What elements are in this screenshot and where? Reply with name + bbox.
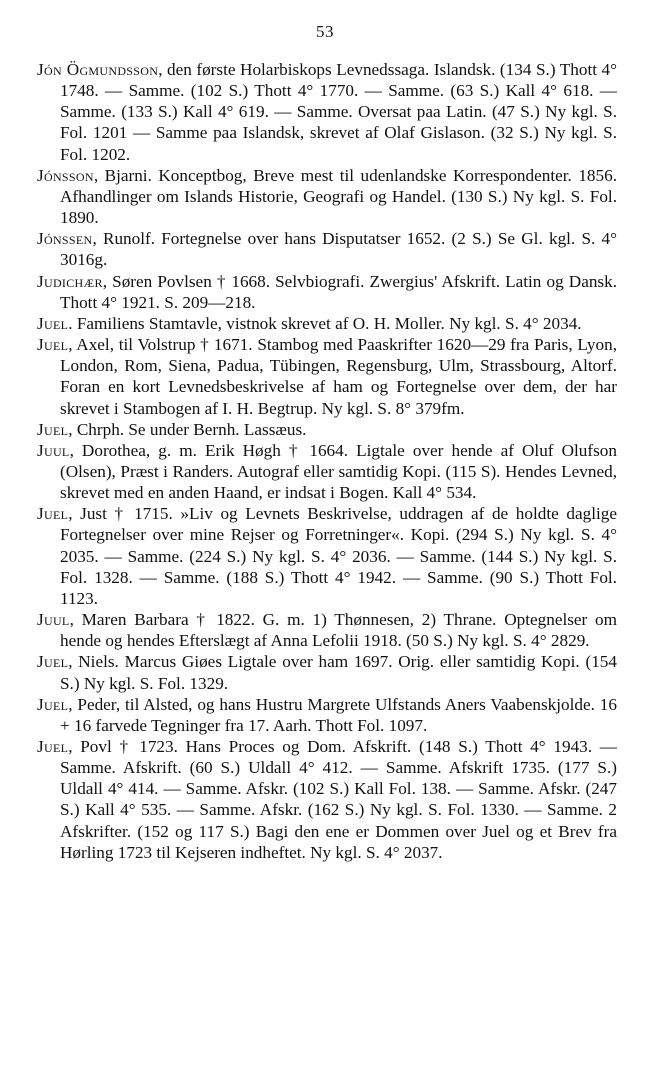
catalog-entry — [37, 334, 617, 419]
catalog-entry — [37, 651, 617, 693]
entry-heading: Juel — [37, 504, 69, 524]
entry-text: , Chrph. Se under Bernh. Lassæus. — [68, 419, 307, 439]
catalog-entry — [37, 271, 617, 313]
entry-text: , Just † 1715. »Liv og Levnets Beskrivelse, uddragen af de holdte daglige Fortegnelser over mine Rejser og Forretninger«. Kopi. (294 S.) Ny kgl. S. 4° 2035. — Samme. (224 S.) Ny kgl. S. 4° 2036. — Samme. (144 S.) Ny kgl. S. Fol. 1328. — Samme. (188 S.) Thott 4° 1942. — Samme. (90 S.) Thott Fol. 1123. — [60, 504, 617, 608]
catalog-entry — [37, 503, 617, 609]
catalog-entry — [37, 736, 617, 863]
entry-heading: Juel — [37, 652, 69, 672]
entry-heading: Judichær — [37, 271, 103, 291]
entry-text: , Dorothea, g. m. Erik Høgh † 1664. Ligtale over hende af Oluf Olufson (Olsen), Præst i Randers. Autograf eller samtidig Kopi. (115 S). Hendes Levned, skrevet med en anden Haand, er indsat i Bogen. Kall 4° 534. — [60, 440, 617, 503]
entry-text: , Axel, til Volstrup † 1671. Stambog med Paaskrifter 1620—29 fra Paris, Lyon, London, Rom, Siena, Padua, Tübingen, Regensburg, Ulm, Strassbourg, Altorf. Foran en kort Levnedsbeskrivelse af ham og Fortegnelse over dem, der har skrevet i Stambogen af I. H. Begtrup. Ny kgl. S. 8° 379fm. — [60, 335, 617, 418]
catalog-entry — [37, 440, 617, 503]
entry-heading: Juul — [37, 440, 70, 460]
entry-text: , Povl † 1723. Hans Proces og Dom. Afskrift. (148 S.) Thott 4° 1943. — Samme. Afskrift. (60 S.) Uldall 4° 412. — Samme. Afskrift 1735. (177 S.) Uldall 4° 414. — Samme. Afskr. (102 S.) Kall Fol. 138. — Samme. Afskr. (247 S.) Kall 4° 535. — Samme. Afskr. (162 S.) Ny kgl. S. Fol. 1330. — Samme. 2 Afskrifter. (152 og 117 S.) Bagi den ene er Dommen over Juel og et Brev fra Hørling 1723 til Kejseren indheftet. Ny kgl. S. 4° 2037. — [60, 737, 617, 862]
catalog-entry — [37, 165, 617, 228]
entry-heading: Jónssen — [37, 229, 93, 249]
entry-text: , Bjarni. Konceptbog, Breve mest til udenlandske Korrespondenter. 1856. Afhandlinger om Islands Historie, Geografi og Handel. (130 S.) Ny kgl. S. Fol. 1890. — [60, 165, 617, 228]
entry-heading: Juel — [37, 419, 69, 439]
entry-text: , den første Holarbiskops Levnedssaga. Islandsk. (134 S.) Thott 4° 1748. — Samme. (102 S.) Thott 4° 1770. — Samme. (63 S.) Kall 4° 618. — Samme. (133 S.) Kall 4° 619. — Samme. Oversat paa Latin. (47 S.) Ny kgl. S. Fol. 1201 — Samme paa Islandsk, skrevet af Olaf Gislason. (32 S.) Ny kgl. S. Fol. 1202. — [60, 60, 617, 164]
entry-heading: Juel — [37, 313, 69, 333]
entry-heading: Juel — [37, 737, 69, 756]
entry-heading: Juel — [37, 694, 69, 714]
entry-text: , Runolf. Fortegnelse over hans Disputatser 1652. (2 S.) Se Gl. kgl. S. 4° 3016g. — [60, 229, 617, 270]
catalog-entry — [37, 228, 617, 270]
catalog-entry — [37, 313, 617, 334]
entry-text: , Niels. Marcus Giøes Ligtale over ham 1697. Orig. eller samtidig Kopi. (154 S.) Ny kgl. S. Fol. 1329. — [60, 652, 617, 693]
entry-heading: Jón Ögmundsson — [37, 60, 159, 79]
catalog-entry — [37, 694, 617, 736]
entry-text: , Peder, til Alsted, og hans Hustru Margrete Ulfstands Aners Vaabenskjolde. 16 + 16 farvede Tegninger fra 17. Aarh. Thott Fol. 1097. — [60, 694, 617, 735]
entry-text: , Søren Povlsen † 1668. Selvbiografi. Zwergius' Afskrift. Latin og Dansk. Thott 4° 1921. S. 209—218. — [60, 271, 617, 312]
entry-text: . Familiens Stamtavle, vistnok skrevet af O. H. Moller. Ny kgl. S. 4° 2034. — [68, 313, 582, 333]
entry-text: , Maren Barbara † 1822. G. m. 1) Thønnesen, 2) Thrane. Optegnelser om hende og hendes Efterslægt af Anna Lefolii 1918. (50 S.) Ny kgl. S. 4° 2829. — [60, 610, 617, 651]
catalog-entry — [37, 609, 617, 651]
catalog-entry — [37, 419, 617, 440]
entry-heading: Juel — [37, 335, 69, 355]
catalog-entry — [37, 59, 617, 165]
entry-heading: Juul — [37, 610, 70, 630]
page-number: 53 — [316, 22, 334, 41]
entry-heading: Jónsson — [37, 165, 94, 185]
catalog-entries — [37, 59, 617, 863]
